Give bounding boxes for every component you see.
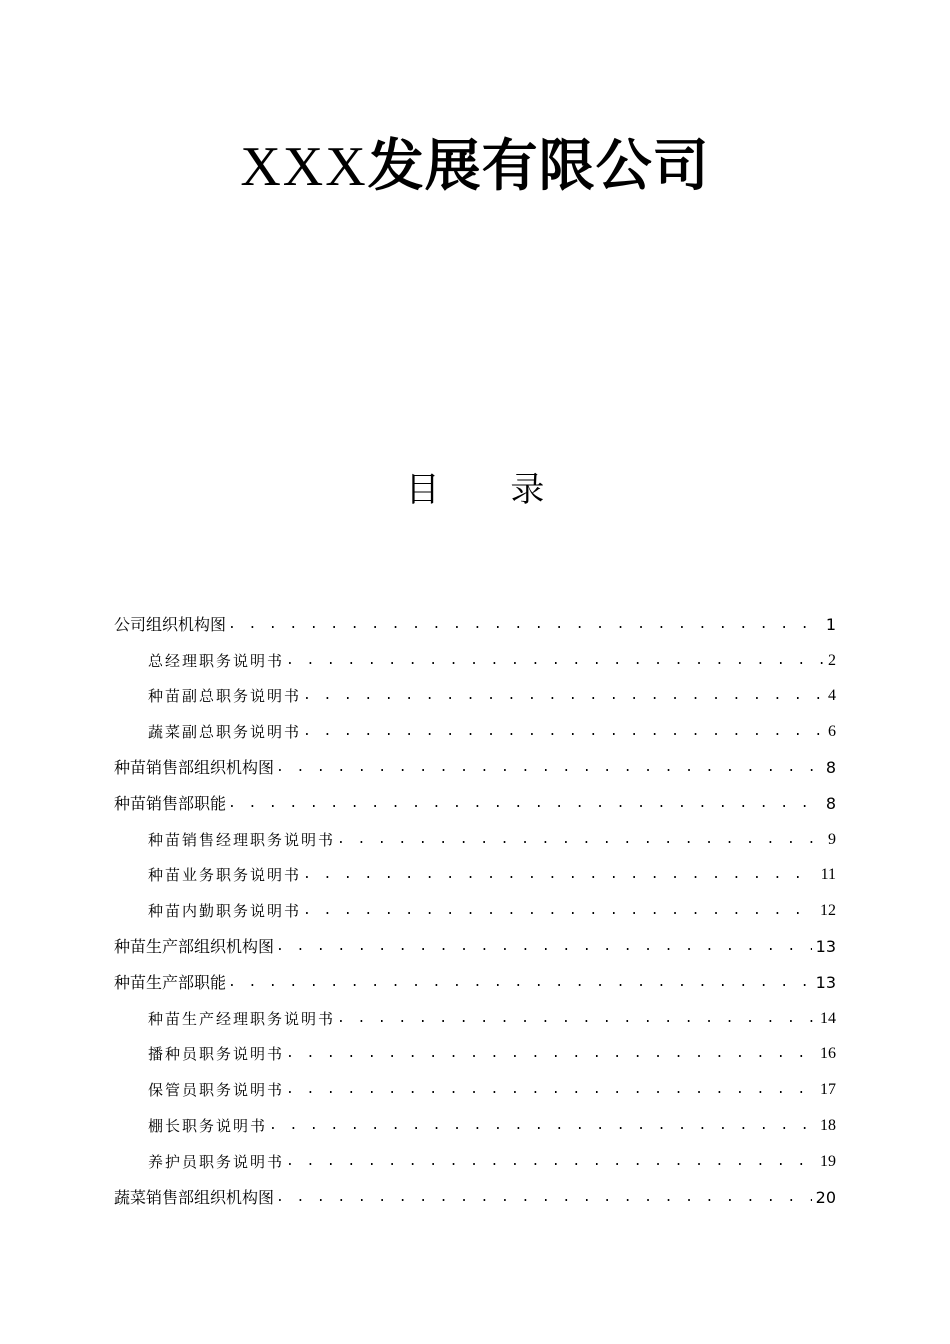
- toc-heading: 目 录: [405, 470, 575, 510]
- toc-entry[interactable]: [114, 815, 836, 851]
- toc-entry-page-number: 18: [820, 1116, 836, 1134]
- toc-entry-label: 种苗业务职务说明书: [148, 866, 302, 885]
- toc-entry-label: 公司组织机构图: [114, 614, 227, 634]
- toc-dot-leader: [337, 829, 824, 851]
- toc-entry-label: 棚长职务说明书: [148, 1116, 268, 1135]
- toc-entry-label: 种苗销售部组织机构图: [114, 757, 275, 777]
- toc-entry-label: 种苗生产经理职务说明书: [148, 1009, 336, 1028]
- toc-entry[interactable]: [114, 1101, 836, 1137]
- toc-entry-label: 保管员职务说明书: [148, 1081, 285, 1100]
- document-title: [0, 128, 950, 205]
- toc-entry-label: 播种员职务说明书: [148, 1045, 285, 1064]
- toc-dot-leader: [286, 1043, 816, 1065]
- toc-entry[interactable]: [114, 958, 836, 994]
- toc-dot-leader: [303, 721, 824, 743]
- toc-dot-leader: [286, 1079, 816, 1101]
- toc-dot-leader: [303, 900, 816, 922]
- toc-dot-leader: [286, 1151, 816, 1173]
- toc-dot-leader: [276, 936, 812, 958]
- toc-entry-page-number: 19: [820, 1152, 836, 1170]
- toc-entry-label: 种苗销售部职能: [114, 793, 227, 813]
- toc-dot-leader: [286, 650, 824, 672]
- toc-entry[interactable]: [114, 636, 836, 672]
- toc-entry-page-number: 8: [825, 757, 836, 777]
- toc-entry[interactable]: [114, 672, 836, 708]
- toc-dot-leader: [276, 757, 822, 779]
- document-title-latin: XXX: [240, 136, 368, 198]
- table-of-contents: [114, 600, 836, 1209]
- toc-entry-page-number: 2: [828, 651, 836, 669]
- toc-entry-page-number: 13: [815, 936, 836, 956]
- toc-entry[interactable]: [114, 1173, 836, 1209]
- toc-entry-page-number: 9: [828, 830, 836, 848]
- toc-entry-label: 种苗销售经理职务说明书: [148, 830, 336, 849]
- toc-entry-label: 总经理职务说明书: [148, 651, 285, 670]
- toc-entry-label: 种苗生产部组织机构图: [114, 936, 275, 956]
- toc-entry[interactable]: [114, 886, 836, 922]
- toc-entry[interactable]: [114, 779, 836, 815]
- toc-entry-label: 种苗生产部职能: [114, 972, 227, 992]
- toc-entry-page-number: 1: [825, 614, 836, 634]
- toc-entry-page-number: 14: [820, 1009, 836, 1027]
- toc-entry-page-number: 20: [815, 1187, 836, 1207]
- toc-entry-page-number: 6: [828, 723, 836, 741]
- toc-entry[interactable]: [114, 707, 836, 743]
- toc-entry[interactable]: [114, 851, 836, 887]
- toc-entry-page-number: 11: [820, 866, 836, 884]
- document-title-cjk: 发展有限公司: [367, 133, 710, 199]
- toc-dot-leader: [276, 1187, 812, 1209]
- toc-entry-page-number: 12: [820, 902, 836, 920]
- toc-entry[interactable]: [114, 922, 836, 958]
- toc-entry-label: 蔬菜副总职务说明书: [148, 723, 302, 742]
- toc-dot-leader: [303, 685, 824, 707]
- toc-dot-leader: [303, 864, 817, 886]
- toc-entry-page-number: 8: [825, 793, 836, 813]
- toc-entry[interactable]: [114, 1030, 836, 1066]
- toc-entry-page-number: 16: [820, 1045, 836, 1063]
- toc-dot-leader: [228, 972, 812, 994]
- toc-entry[interactable]: [114, 743, 836, 779]
- toc-entry-label: 种苗副总职务说明书: [148, 687, 302, 706]
- toc-entry-page-number: 4: [828, 687, 836, 705]
- toc-dot-leader: [228, 614, 822, 636]
- toc-entry[interactable]: [114, 994, 836, 1030]
- toc-entry-label: 蔬菜销售部组织机构图: [114, 1187, 275, 1207]
- toc-dot-leader: [337, 1008, 816, 1030]
- toc-entry[interactable]: [114, 600, 836, 636]
- toc-entry[interactable]: [114, 1065, 836, 1101]
- toc-dot-leader: [269, 1115, 816, 1137]
- toc-entry-label: 养护员职务说明书: [148, 1152, 285, 1171]
- toc-dot-leader: [228, 793, 822, 815]
- toc-entry-page-number: 13: [815, 972, 836, 992]
- toc-entry[interactable]: [114, 1137, 836, 1173]
- toc-entry-label: 种苗内勤职务说明书: [148, 902, 302, 921]
- toc-entry-page-number: 17: [820, 1081, 836, 1099]
